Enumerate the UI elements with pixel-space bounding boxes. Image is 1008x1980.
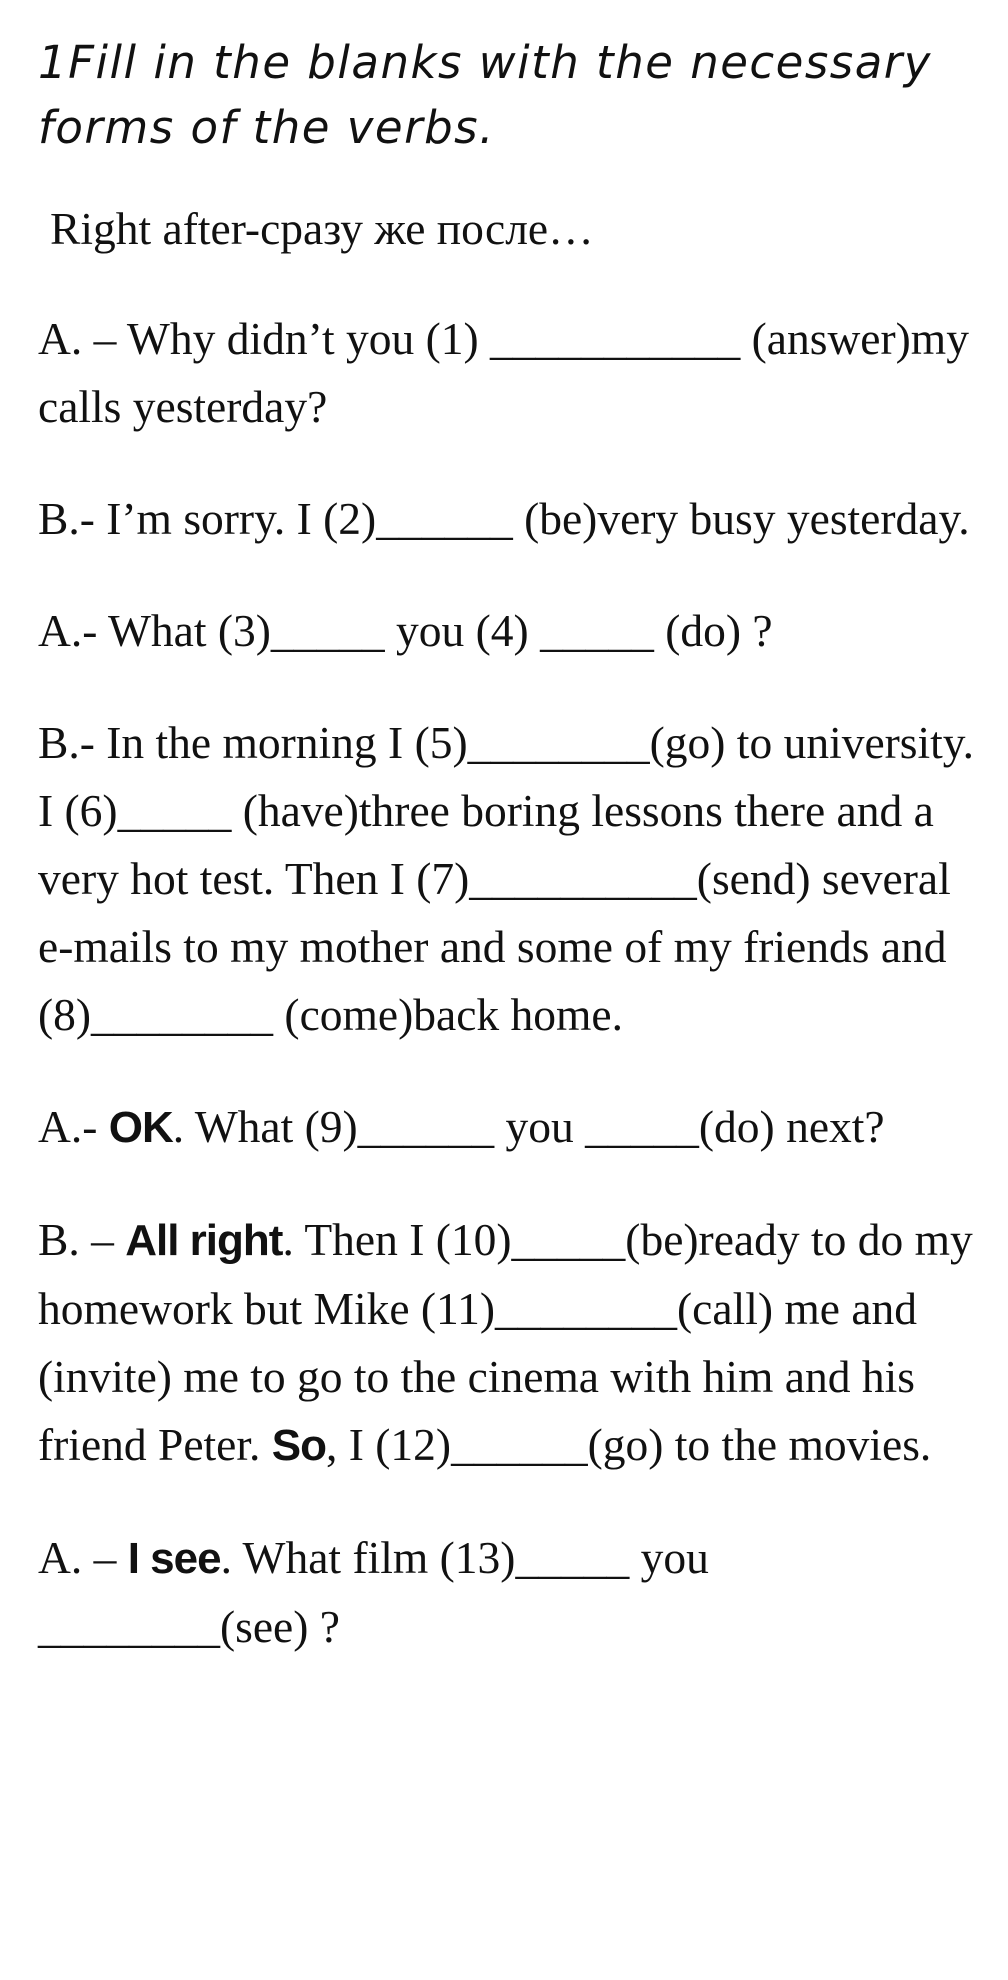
dialogue-line-6 — [38, 1206, 988, 1480]
dialogue-line-3 — [38, 597, 988, 665]
bold-phrase: I see — [127, 1534, 221, 1583]
vocabulary-note: Right after-сразу же после… — [50, 203, 594, 254]
dialogue-line-2 — [38, 485, 988, 553]
line-text: . What (9)______ you _____(do) next? — [172, 1101, 885, 1152]
exercise-title: 1Fill in the blanks with the necessary forms of the verbs. — [38, 36, 932, 154]
dialogue-line-7 — [38, 1524, 988, 1661]
line-text: B. – — [38, 1214, 126, 1265]
line-text: . What film (13)_____ you ________(see) ? — [38, 1532, 709, 1652]
line-text: A. – — [38, 1532, 128, 1583]
dialogue-line-4 — [38, 709, 988, 1049]
line-text: A.- What (3)_____ you (4) _____ (do) ? — [38, 605, 773, 656]
line-text: B.- In the morning I (5)________(go) to university. I (6)_____ (have)three boring lessons there and a very hot test. Then I (7)__________(send) several e-mails to my mother and some of my friends and (8)________ (come)back home. — [38, 717, 974, 1040]
dialogue-line-1 — [38, 305, 988, 441]
line-text: , I (12)______(go) to the movies. — [325, 1419, 932, 1470]
bold-phrase: All right — [125, 1216, 283, 1265]
line-text: . Then I (10)_____(be)ready to do my homework but Mike (11)________(call) me and (invite) me to go to the cinema with him and his friend Peter. — [38, 1214, 973, 1470]
line-text: A. – Why didn’t you (1) ___________ (answer)my calls yesterday? — [38, 313, 969, 432]
bold-phrase: OK — [108, 1103, 173, 1152]
bold-phrase: So — [271, 1421, 326, 1470]
worksheet — [38, 30, 988, 1705]
line-text: A.- — [38, 1101, 109, 1152]
line-text: B.- I’m sorry. I (2)______ (be)very busy yesterday. — [38, 493, 970, 544]
dialogue-line-5 — [38, 1093, 988, 1162]
